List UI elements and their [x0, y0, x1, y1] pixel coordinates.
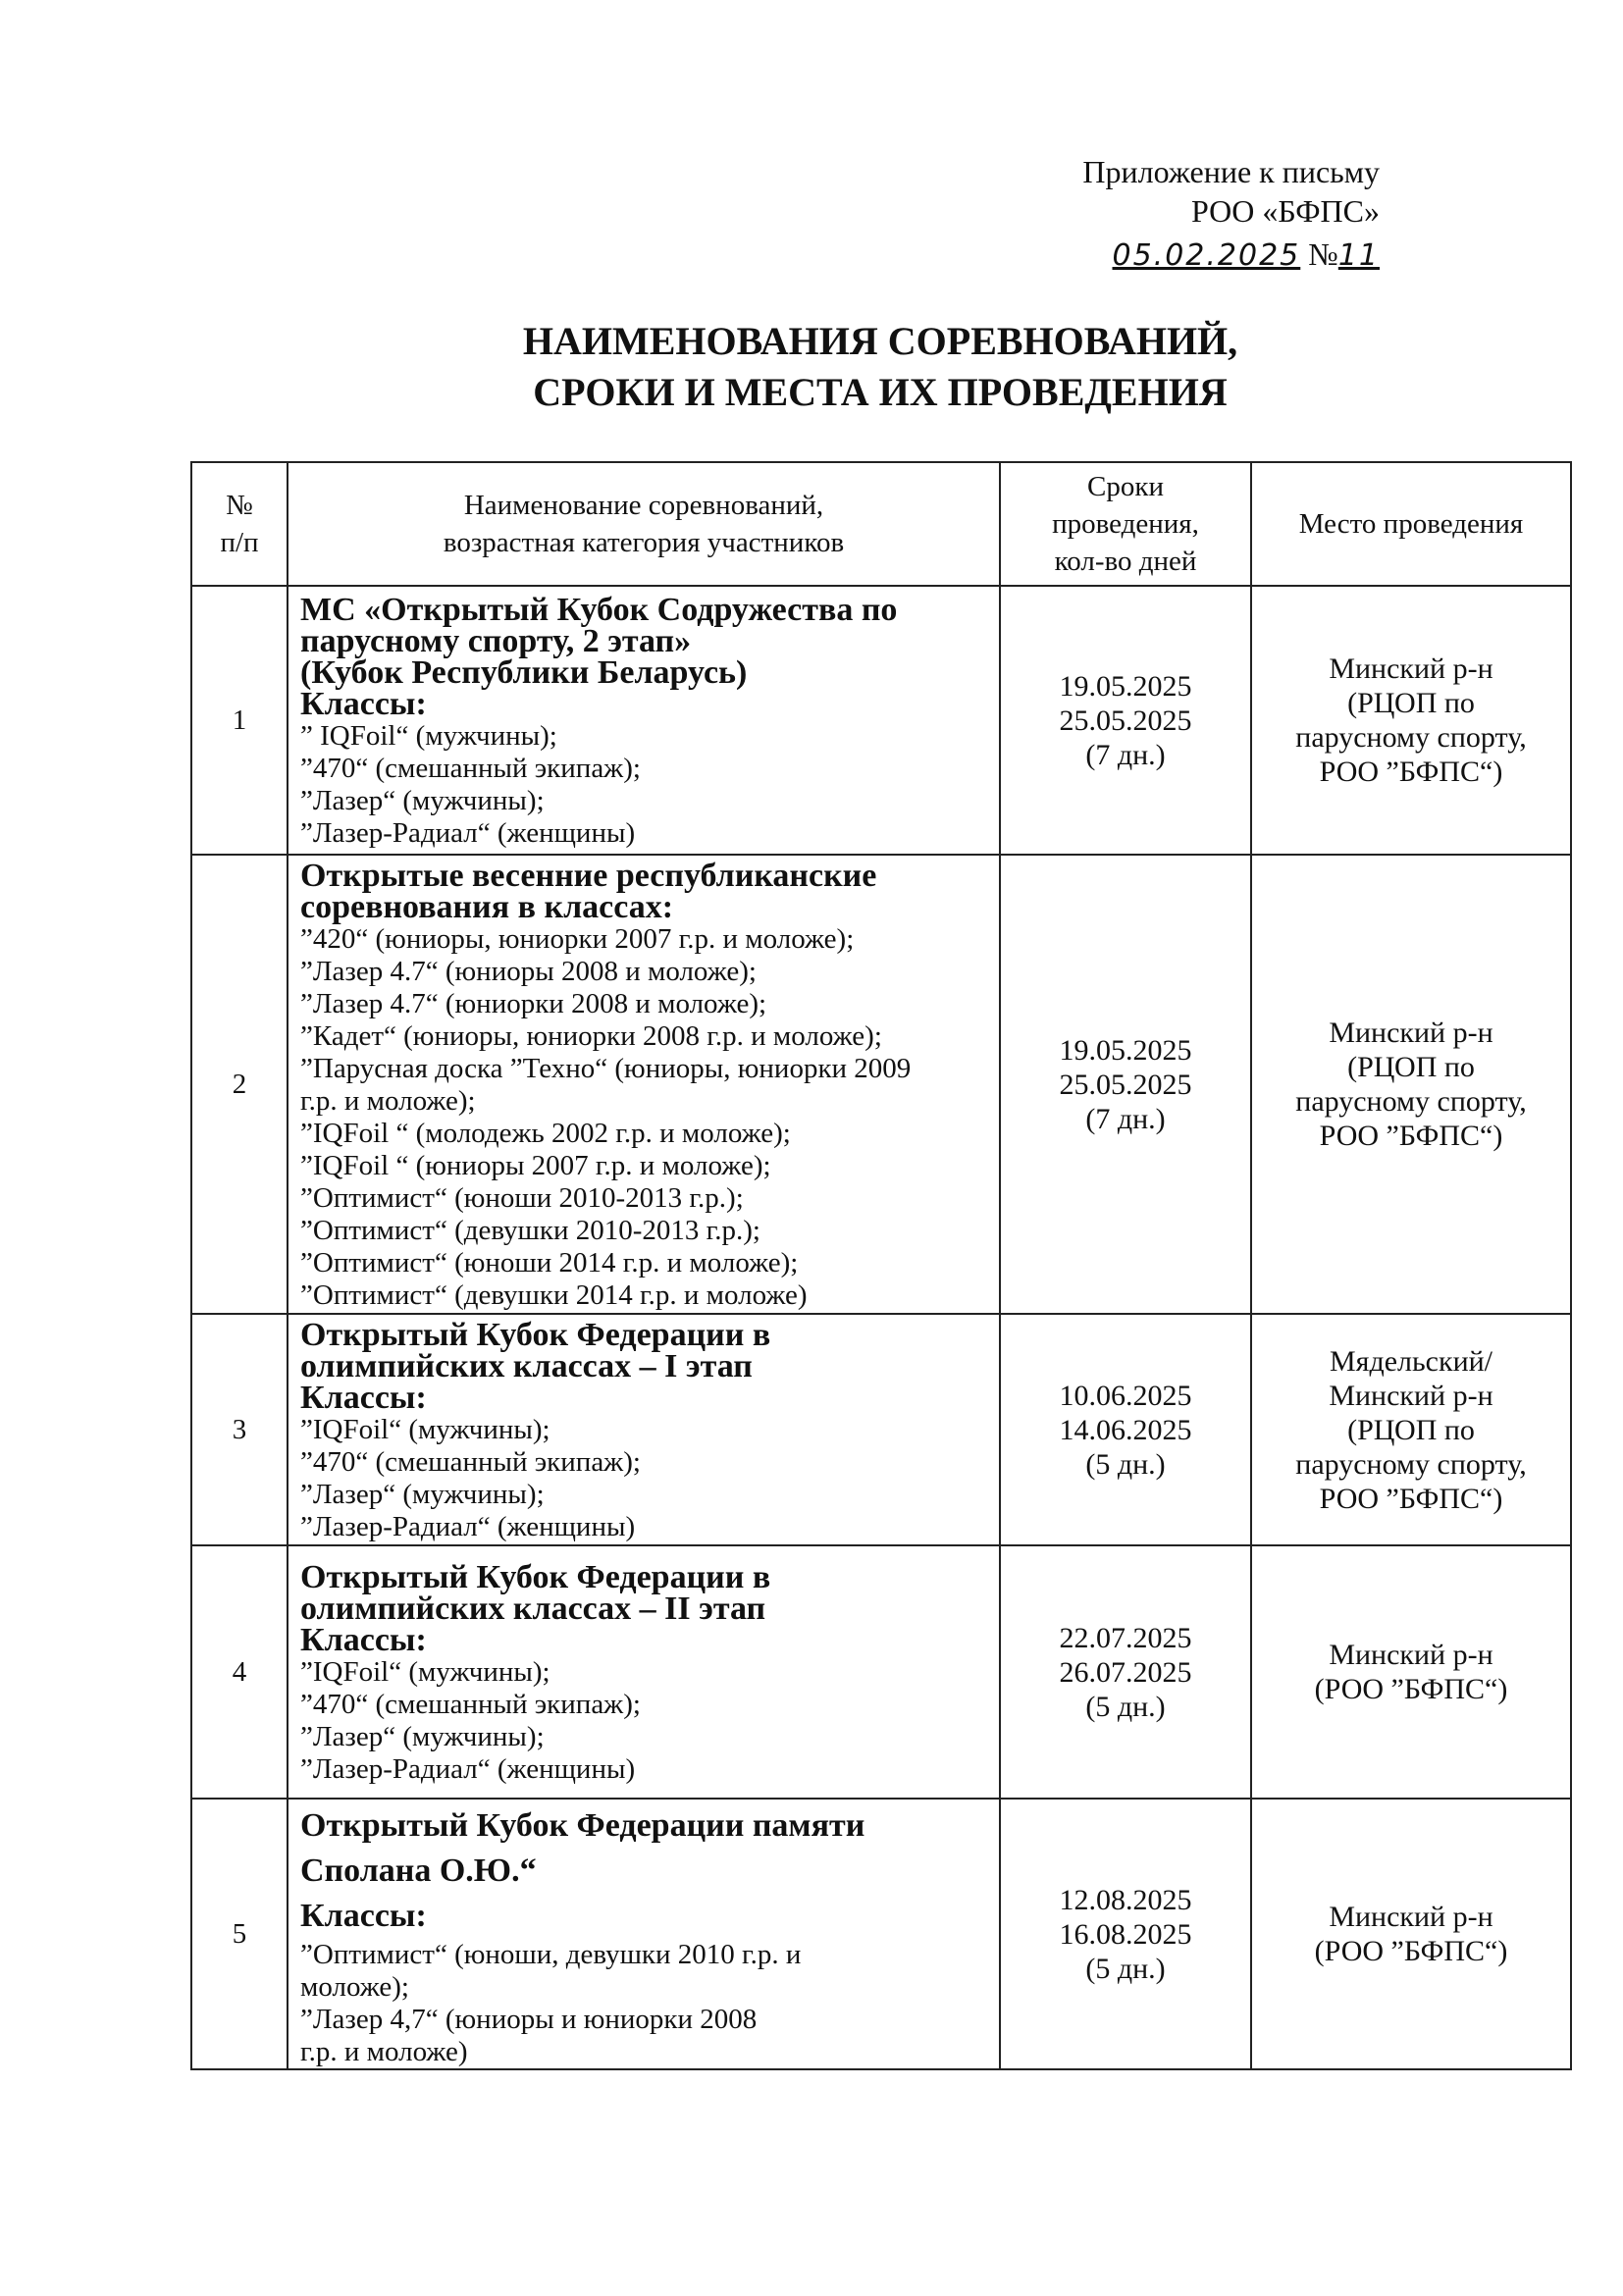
- date-line: 10.06.2025: [1059, 1379, 1192, 1412]
- competition-title-line: Открытые весенние республиканские: [300, 858, 877, 894]
- class-line: ”470“ (смешанный экипаж);: [300, 753, 641, 784]
- place-cell: [1251, 1314, 1571, 1545]
- class-line: ”Оптимист“ (юноши 2010-2013 г.р.);: [300, 1182, 744, 1214]
- header-text-line: Наименование соревнований,: [463, 490, 824, 521]
- row-number: 5: [191, 1799, 288, 2069]
- competition-title-line: (Кубок Республики Беларусь): [300, 654, 748, 691]
- table-row: [191, 586, 1571, 855]
- date-line: 26.07.2025: [1059, 1655, 1192, 1689]
- competition-name-cell: [288, 1799, 1000, 2069]
- place-line: РОО ”БФПС“): [1319, 756, 1503, 788]
- competition-title-line: олимпийских классах – II этап: [300, 1591, 766, 1627]
- header-text-line: возрастная категория участников: [443, 527, 845, 558]
- date-line: 25.05.2025: [1059, 704, 1192, 737]
- competition-name-cell: [288, 1314, 1000, 1545]
- table-header-row: [191, 462, 1571, 586]
- class-line: ”Лазер 4.7“ (юниоры 2008 и моложе);: [300, 956, 757, 987]
- competition-name-cell: [288, 1545, 1000, 1799]
- place-line: парусному спорту,: [1295, 721, 1527, 754]
- competition-title-line: парусному спорту, 2 этап»: [300, 623, 692, 659]
- place-line: Минский р-н: [1329, 1017, 1493, 1049]
- date-line: 19.05.2025: [1059, 669, 1192, 703]
- table-row: [191, 1799, 1571, 2069]
- organization-line: РОО «БФПС»: [1190, 193, 1380, 229]
- class-line: ”Лазер“ (мужчины);: [300, 1479, 545, 1510]
- competition-title-line: Классы:: [300, 686, 427, 722]
- place-line: (РЦОП по: [1347, 687, 1475, 719]
- place-line: (РЦОП по: [1347, 1413, 1475, 1446]
- header-text-line: Место проведения: [1298, 508, 1524, 540]
- table-row: [191, 855, 1571, 1314]
- class-line: ”Лазер-Радиал“ (женщины): [300, 1511, 636, 1542]
- competition-title-line: Классы:: [300, 1622, 427, 1658]
- class-line: ”420“ (юниоры, юниорки 2007 г.р. и моложе);: [300, 923, 855, 955]
- place-cell: [1251, 855, 1571, 1314]
- class-line: ”Оптимист“ (юноши, девушки 2010 г.р. и: [300, 1939, 802, 1970]
- class-line: моложе);: [300, 1971, 409, 2003]
- place-line: (РЦОП по: [1347, 1051, 1475, 1083]
- date-line: (7 дн.): [1085, 738, 1166, 771]
- competition-title-line: олимпийских классах – I этап: [300, 1348, 753, 1384]
- competition-title-line: Открытый Кубок Федерации памяти: [300, 1807, 865, 1844]
- class-line: ”IQFoil “ (юниоры 2007 г.р. и моложе);: [300, 1150, 771, 1181]
- competition-name-cell: [288, 855, 1000, 1314]
- dates-cell: [1000, 855, 1251, 1314]
- dates-cell: [1000, 1545, 1251, 1799]
- competition-title-line: Классы:: [300, 1380, 427, 1416]
- place-cell: [1251, 1545, 1571, 1799]
- date-line: 14.06.2025: [1059, 1413, 1192, 1446]
- place-cell: [1251, 1799, 1571, 2069]
- class-line: ”Лазер-Радиал“ (женщины): [300, 1753, 636, 1785]
- row-number: 2: [191, 855, 288, 1314]
- class-line: ”Оптимист“ (девушки 2014 г.р. и моложе): [300, 1279, 808, 1311]
- class-line: ”IQFoil“ (мужчины);: [300, 1414, 550, 1445]
- header-number: [191, 462, 288, 586]
- title-line-2: СРОКИ И МЕСТА ИХ ПРОВЕДЕНИЯ: [533, 370, 1228, 414]
- place-line: парусному спорту,: [1295, 1447, 1527, 1481]
- place-line: (РОО ”БФПС“): [1314, 1935, 1508, 1967]
- class-line: ”470“ (смешанный экипаж);: [300, 1446, 641, 1478]
- handwritten-number: 11: [1337, 238, 1380, 273]
- competition-title-line: соревнования в классах:: [300, 889, 674, 925]
- row-number: 1: [191, 586, 288, 855]
- header-text-line: п/п: [220, 527, 259, 558]
- dates-cell: [1000, 1799, 1251, 2069]
- header-text-line: кол-во дней: [1054, 546, 1197, 577]
- header-name: [288, 462, 1000, 586]
- header-text-line: проведения,: [1052, 508, 1199, 540]
- handwritten-date: 05.02.2025: [1112, 238, 1301, 273]
- date-line: 16.08.2025: [1059, 1917, 1192, 1951]
- class-line: г.р. и моложе);: [300, 1085, 476, 1117]
- date-line: 19.05.2025: [1059, 1033, 1192, 1067]
- class-line: ”IQFoil“ (мужчины);: [300, 1656, 550, 1688]
- place-line: РОО ”БФПС“): [1319, 1120, 1503, 1152]
- class-line: ”Лазер-Радиал“ (женщины): [300, 817, 636, 849]
- class-line: ” IQFoil“ (мужчины);: [300, 720, 557, 752]
- date-line: (5 дн.): [1085, 1447, 1166, 1481]
- header-text-line: №: [226, 490, 253, 521]
- competitions-table: [190, 461, 1572, 2070]
- place-line: парусному спорту,: [1295, 1085, 1527, 1118]
- class-line: ”Оптимист“ (девушки 2010-2013 г.р.);: [300, 1215, 760, 1246]
- place-line: Мядельский/: [1329, 1344, 1493, 1378]
- class-line: ”IQFoil “ (молодежь 2002 г.р. и моложе);: [300, 1118, 791, 1149]
- header-text-line: Сроки: [1087, 471, 1164, 502]
- class-line: ”Лазер 4,7“ (юниоры и юниорки 2008: [300, 2004, 758, 2035]
- document-title: [0, 316, 1623, 418]
- dates-cell: [1000, 1314, 1251, 1545]
- class-line: ”Лазер 4.7“ (юниорки 2008 и моложе);: [300, 988, 767, 1019]
- place-line: Минский р-н: [1329, 652, 1493, 685]
- date-line: (7 дн.): [1085, 1102, 1166, 1135]
- table-row: [191, 1314, 1571, 1545]
- date-line: (5 дн.): [1085, 1690, 1166, 1723]
- place-line: Минский р-н: [1329, 1379, 1493, 1412]
- dates-cell: [1000, 586, 1251, 855]
- date-line: 22.07.2025: [1059, 1621, 1192, 1654]
- competition-title-line: Открытый Кубок Федерации в: [300, 1317, 771, 1353]
- competition-title-line: МС «Открытый Кубок Содружества по: [300, 592, 898, 628]
- place-line: РОО ”БФПС“): [1319, 1482, 1503, 1515]
- date-line: (5 дн.): [1085, 1952, 1166, 1985]
- date-line: 25.05.2025: [1059, 1068, 1192, 1101]
- number-sign: №: [1308, 236, 1338, 272]
- row-number: 4: [191, 1545, 288, 1799]
- table-row: [191, 1545, 1571, 1799]
- class-line: ”Оптимист“ (юноши 2014 г.р. и моложе);: [300, 1247, 799, 1278]
- place-line: Минский р-н: [1329, 1901, 1493, 1933]
- letter-reference: [1113, 235, 1381, 275]
- header-place: [1251, 462, 1571, 586]
- date-line: 12.08.2025: [1059, 1883, 1192, 1916]
- class-line: ”Лазер“ (мужчины);: [300, 785, 545, 816]
- appendix-line: Приложение к письму: [1082, 154, 1380, 189]
- place-line: Минский р-н: [1329, 1639, 1493, 1671]
- header-dates: [1000, 462, 1251, 586]
- competition-title-line: Классы:: [300, 1898, 427, 1934]
- class-line: ”470“ (смешанный экипаж);: [300, 1689, 641, 1720]
- place-cell: [1251, 586, 1571, 855]
- competition-title-line: Открытый Кубок Федерации в: [300, 1559, 771, 1595]
- class-line: ”Кадет“ (юниоры, юниорки 2008 г.р. и моложе);: [300, 1020, 882, 1052]
- class-line: ”Лазер“ (мужчины);: [300, 1721, 545, 1752]
- title-line-1: НАИМЕНОВАНИЯ СОРЕВНОВАНИЙ,: [522, 319, 1238, 363]
- class-line: ”Парусная доска ”Техно“ (юниоры, юниорки 2009: [300, 1053, 912, 1084]
- class-line: г.р. и моложе): [300, 2036, 468, 2067]
- row-number: 3: [191, 1314, 288, 1545]
- competition-name-cell: [288, 586, 1000, 855]
- place-line: (РОО ”БФПС“): [1314, 1673, 1508, 1705]
- competition-title-line: Сполана О.Ю.“: [300, 1852, 537, 1889]
